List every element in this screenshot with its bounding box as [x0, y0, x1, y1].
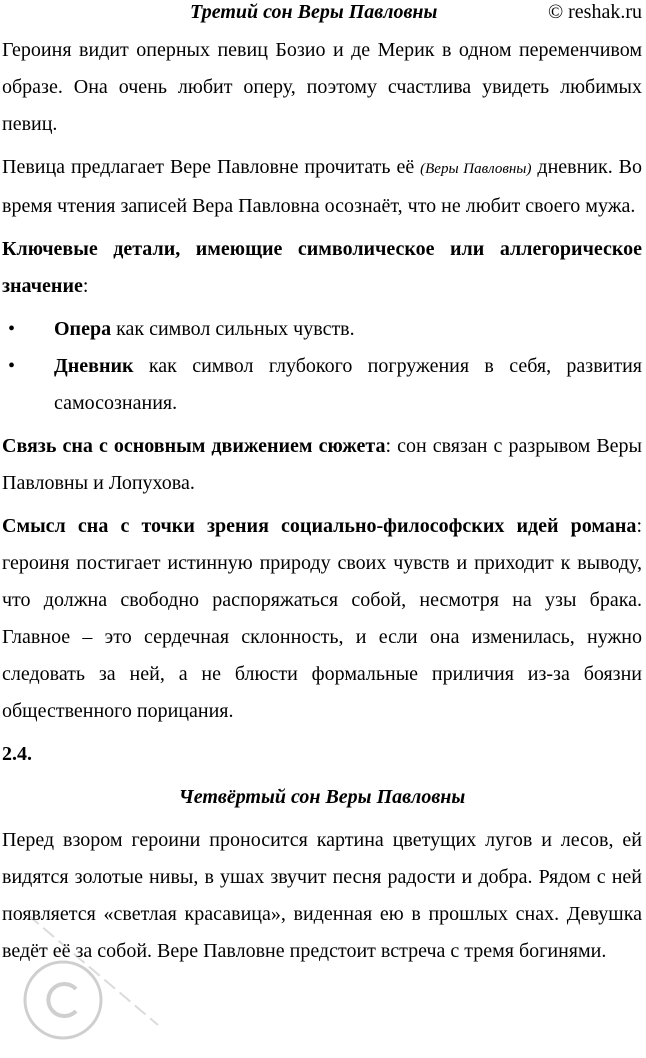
text: как символ сильных чувств. [111, 318, 355, 340]
section-title: Четвёртый сон Веры Павловны [178, 786, 466, 808]
bold-text: Опера [54, 318, 112, 340]
bold-text: Дневник [54, 355, 134, 377]
key-details-heading [2, 231, 642, 305]
bold-text: Смысл сна с точки зрения социально-философских идей романа [2, 515, 637, 537]
page-header [0, 0, 646, 28]
paragraph-2 [2, 149, 642, 225]
bullet-list [2, 311, 642, 422]
text: : героиня постигает истинную природу своих чувств и приходит к выводу, что должна свободно распоряжаться собой, несмотря на узы брака. Главное – это сердечная склонность, и если она изменилась, нужно следовать за ней, а не блюсти формальные приличия из-за боязни общественного порицания. [2, 515, 642, 722]
text: : сон связан с разрывом Веры Павловны и Лопухова. [2, 435, 642, 494]
text: Певица предлагает Вере Павловне прочитать её [2, 156, 421, 178]
paragraph-1: Героиня видит оперных певиц Бозио и де Мерик в одном переменчивом образе. Она очень любит оперу, поэтому счастлива увидеть любимых певиц. [2, 39, 642, 135]
copyright-text: © reshak.ru [547, 1, 642, 23]
note-text: (Веры Павловны) [420, 161, 532, 177]
text: как символ глубокого погружения в себя, развития самосознания. [54, 355, 642, 414]
list-item [54, 348, 642, 422]
paragraph-plot [2, 428, 642, 502]
text: : [82, 275, 89, 297]
bold-text: Ключевые детали, имеющие символическое или аллегорическое значение [2, 238, 642, 297]
bold-text: Связь сна с основным движением сюжета [2, 435, 386, 457]
section-number: 2.4. [2, 743, 32, 765]
paragraph-meaning [2, 508, 642, 730]
document-body [2, 28, 642, 970]
header-title: Третий сон Веры Павловны [190, 1, 438, 23]
list-item [54, 311, 642, 348]
text: дневник. Во время чтения записей Вера Павловна осознаёт, что не любит своего мужа. [2, 156, 642, 217]
paragraph-4th-dream: Перед взором героини проносится картина цветущих лугов и лесов, ей видятся золотые нивы, в ушах звучит песня радости и добра. Рядом с ней появляется «светлая красавица», виденная ею в прошлых снах. Девушка ведёт её за собой. Вере Павловне предстоит встреча с тремя богинями. [2, 829, 642, 962]
